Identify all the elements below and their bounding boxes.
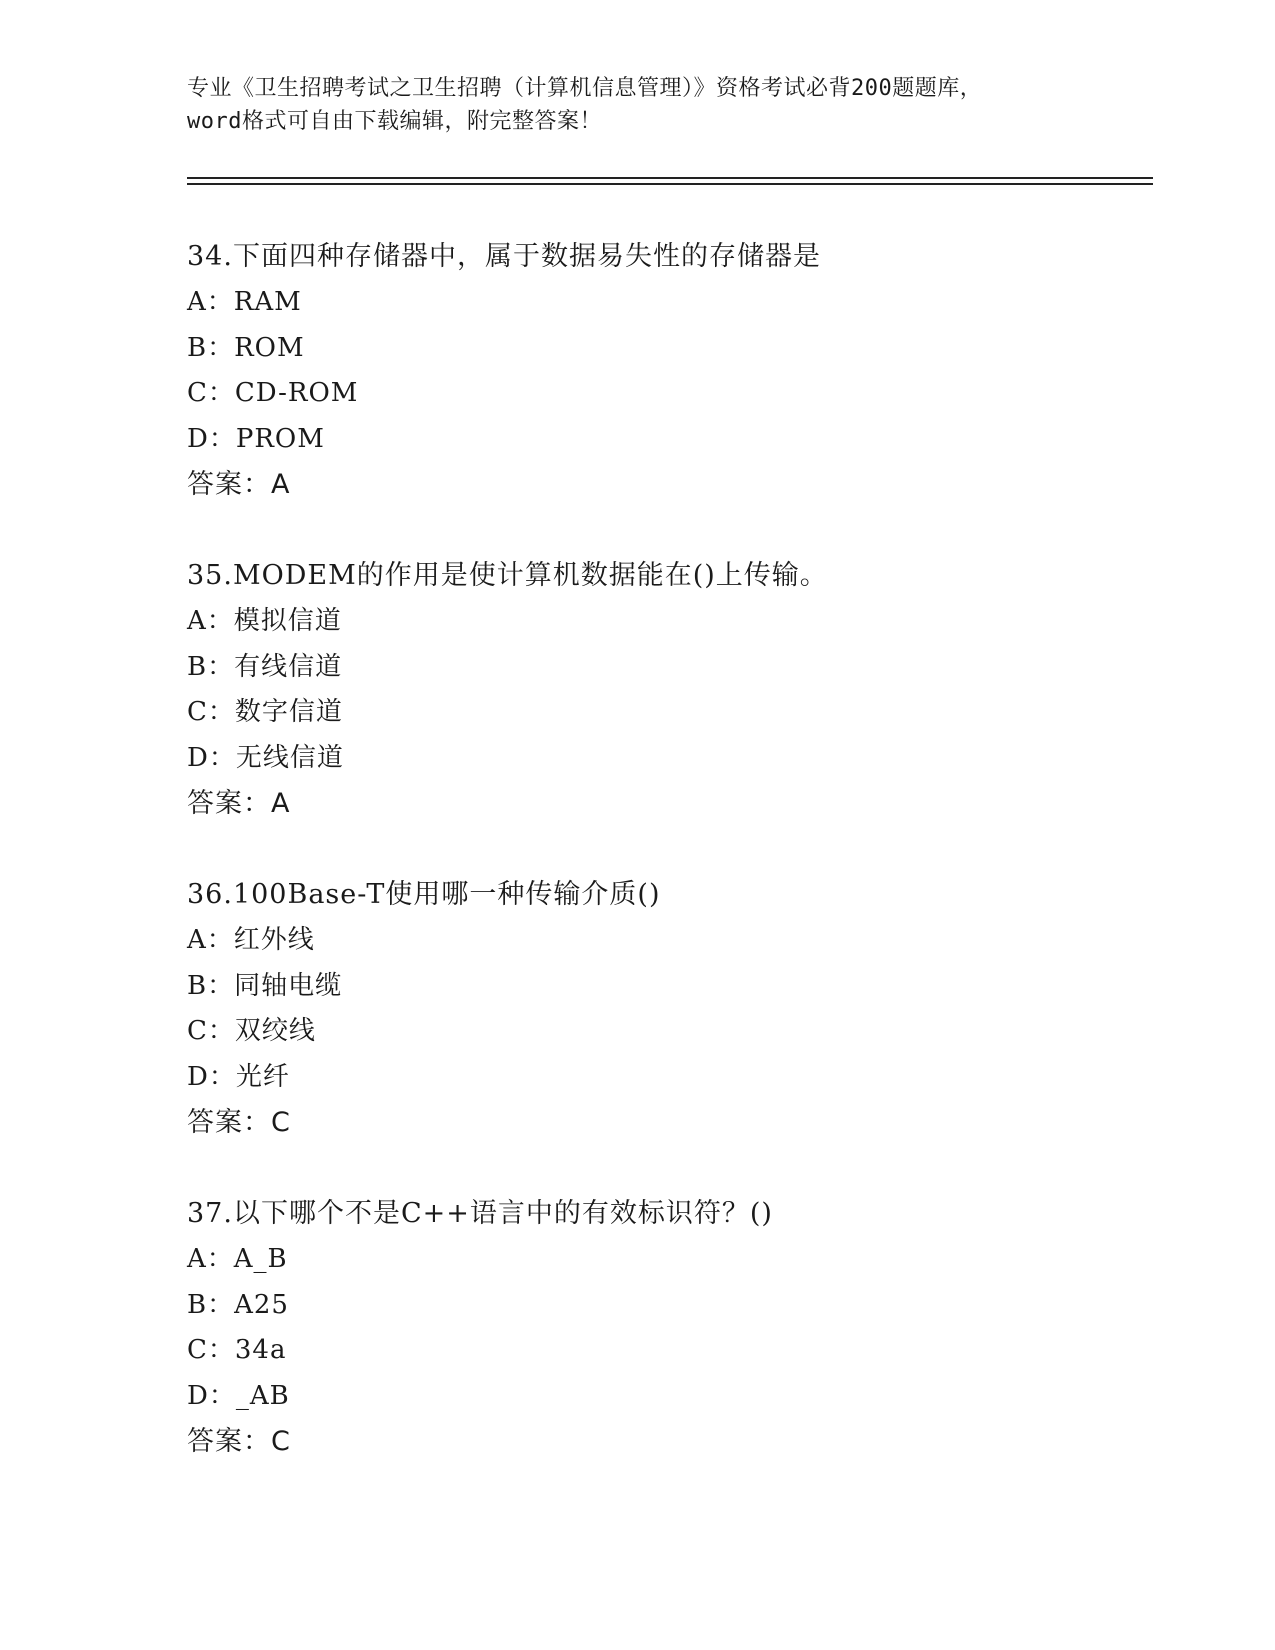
- question-title: 36.100Base-T使用哪一种传输介质(): [187, 879, 661, 910]
- option-c: C：CD-ROM: [187, 378, 359, 408]
- option-b: B：同轴电缆: [187, 970, 343, 1001]
- question-37: [187, 1191, 1137, 1465]
- answer-line: 答案：A: [187, 788, 291, 819]
- option-d: D：无线信道: [187, 742, 344, 773]
- option-b: B：A25: [187, 1289, 289, 1320]
- option-a: A：A_B: [187, 1244, 288, 1274]
- answer-line: 答案：A: [187, 469, 291, 500]
- option-c: C：34a: [187, 1335, 287, 1365]
- header-divider-bottom: [187, 183, 1153, 185]
- option-b: B：ROM: [187, 332, 305, 363]
- header-title-line-2: word格式可自由下载编辑，附完整答案！: [187, 109, 602, 134]
- question-title: 34.下面四种存储器中，属于数据易失性的存储器是: [187, 241, 821, 272]
- option-a: A：红外线: [187, 925, 315, 955]
- answer-line: 答案：C: [187, 1107, 291, 1138]
- question-title: 37.以下哪个不是C++语言中的有效标识符？(): [187, 1198, 773, 1229]
- option-a: A：RAM: [187, 287, 302, 317]
- option-c: C：数字信道: [187, 697, 343, 727]
- option-b: B：有线信道: [187, 651, 343, 682]
- option-d: D：PROM: [187, 423, 325, 454]
- header-divider-top: [187, 177, 1153, 179]
- answer-line: 答案：C: [187, 1426, 291, 1457]
- question-title: 35.MODEM的作用是使计算机数据能在()上传输。: [187, 560, 828, 591]
- option-d: D：光纤: [187, 1061, 290, 1092]
- question-36: [187, 872, 1137, 1146]
- question-34: [187, 234, 1137, 508]
- question-35: [187, 553, 1137, 827]
- option-a: A：模拟信道: [187, 606, 342, 636]
- option-c: C：双绞线: [187, 1016, 316, 1046]
- document-header: [187, 72, 1087, 138]
- option-d: D：_AB: [187, 1380, 290, 1411]
- header-title-line-1: 专业《卫生招聘考试之卫生招聘（计算机信息管理）》资格考试必背200题题库，: [187, 76, 983, 101]
